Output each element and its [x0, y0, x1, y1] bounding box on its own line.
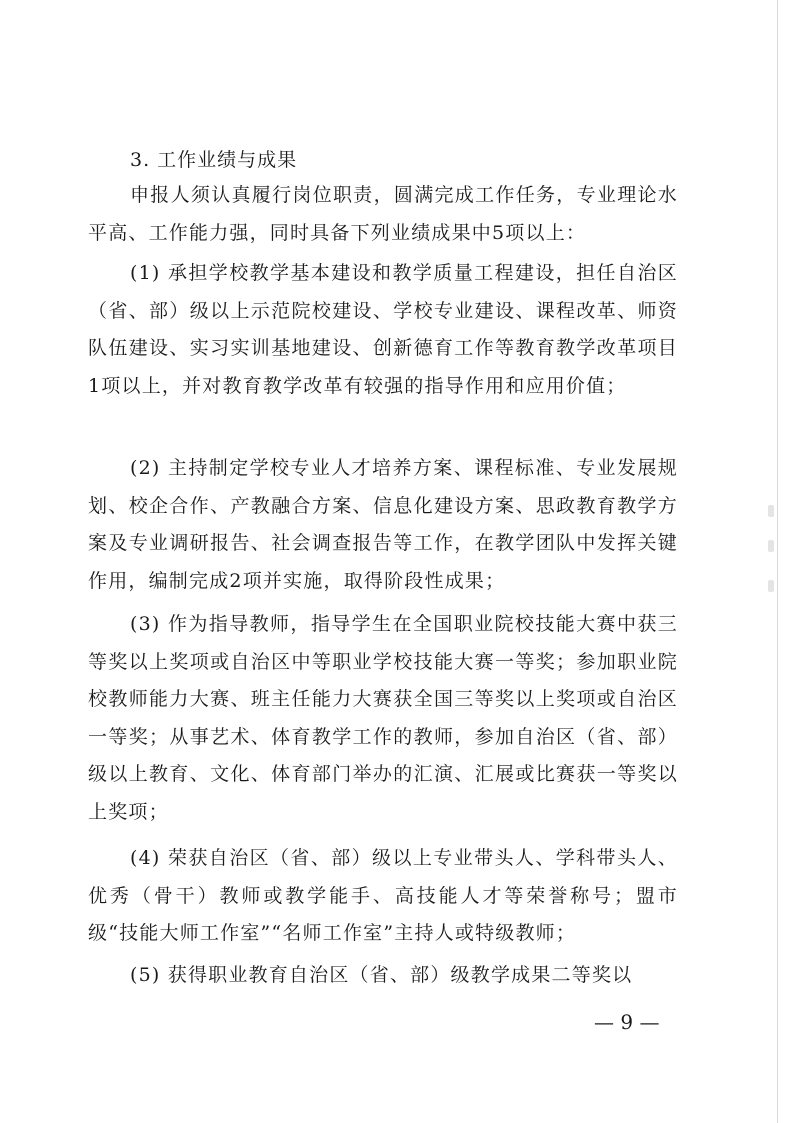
scan-mark [768, 580, 774, 592]
paragraph-item-1: (1) 承担学校教学基本建设和教学质量工程建设，担任自治区（省、部）级以上示范院校建设、学校专业建设、课程改革、师资队伍建设、实习实训基地建设、创新德育工作等教育教学改革项目1项以上，并对教育教学改革有较强的指导作用和应用价值； [88, 262, 678, 397]
scan-mark [768, 505, 774, 517]
scan-mark [768, 540, 774, 552]
section-heading: 3. 工作业绩与成果 [130, 149, 298, 171]
page-edge-line [777, 0, 778, 1123]
page-number: — 9 — [594, 1010, 660, 1034]
paragraph-item-3: (3) 作为指导教师，指导学生在全国职业院校技能大赛中获三等奖以上奖项或自治区中等职业学校技能大赛一等奖；参加职业院校教师能力大赛、班主任能力大赛获全国三等奖以上奖项或自治区一等奖；从事艺术、体育教学工作的教师，参加自治区（省、部）级以上教育、文化、体育部门举办的汇演、汇展或比赛获一等奖以上奖项； [88, 613, 678, 823]
paragraph-item-2: (2) 主持制定学校专业人才培养方案、课程标准、专业发展规划、校企合作、产教融合方案、信息化建设方案、思政教育教学方案及专业调研报告、社会调查报告等工作，在教学团队中发挥关键作用，编制完成2项并实施，取得阶段性成果； [88, 457, 678, 592]
paragraph-item-5: (5) 获得职业教育自治区（省、部）级教学成果二等奖以 [130, 964, 633, 986]
paragraph-intro: 申报人须认真履行岗位职责，圆满完成工作任务，专业理论水平高、工作能力强，同时具备下列业绩成果中5项以上： [88, 184, 678, 244]
paragraph-item-4: (4) 荣获自治区（省、部）级以上专业带头人、学科带头人、优秀（骨干）教师或教学能手、高技能人才等荣誉称号；盟市级“技能大师工作室”“名师工作室”主持人或特级教师； [88, 847, 678, 945]
